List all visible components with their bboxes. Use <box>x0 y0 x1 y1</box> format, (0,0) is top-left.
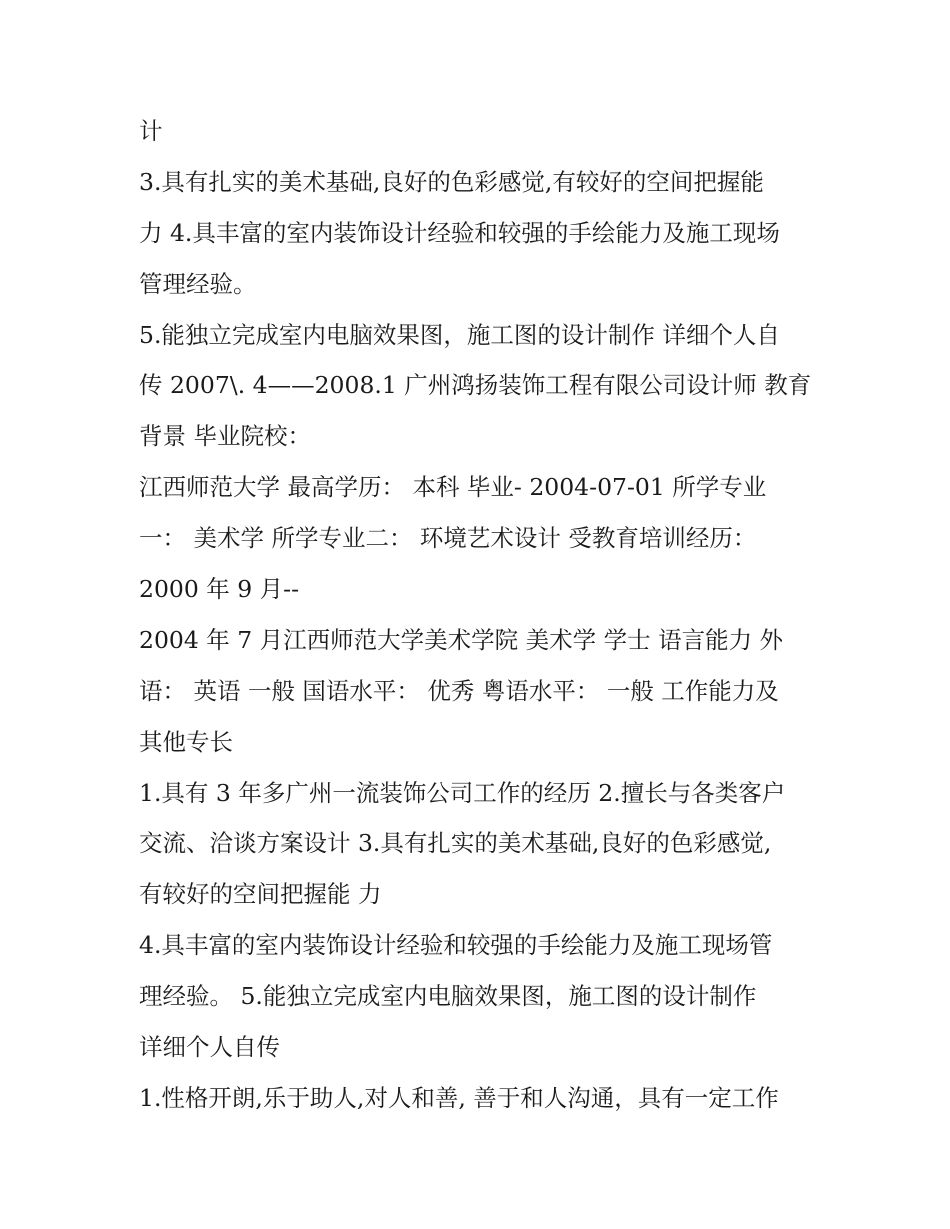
document-body <box>139 106 829 1124</box>
text-line: 有较好的空间把握能 力 <box>139 880 382 909</box>
text-line: 3.具有扎实的美术基础,良好的色彩感觉,有较好的空间把握能 <box>139 167 764 196</box>
text-line: 其他专长 <box>139 727 233 756</box>
text-line: 4.具丰富的室内装饰设计经验和较强的手绘能力及施工现场管 <box>139 931 773 960</box>
text-line: 语： 英语 一般 国语水平： 优秀 粤语水平： 一般 工作能力及 <box>139 676 779 705</box>
text-line: 计 <box>139 117 163 145</box>
text-line: 管理经验。 <box>139 269 257 298</box>
text-line: 2000 年 9 月-- <box>139 575 300 604</box>
text-line: 背景 毕业院校： <box>139 422 311 451</box>
text-line: 1.性格开朗,乐于助人,对人和善, 善于和人沟通，具有一定工作 <box>139 1083 779 1112</box>
text-line: 江西师范大学 最高学历： 本科 毕业- 2004-07-01 所学专业 <box>139 473 767 502</box>
text-line: 力 4.具丰富的室内装饰设计经验和较强的手绘能力及施工现场 <box>139 218 780 247</box>
text-line: 一： 美术学 所学专业二： 环境艺术设计 受教育培训经历： <box>139 524 757 553</box>
text-line: 交流、洽谈方案设计 3.具有扎实的美术基础,良好的色彩感觉, <box>139 829 772 858</box>
text-line: 5.能独立完成室内电脑效果图，施工图的设计制作 详细个人自 <box>139 320 780 349</box>
text-line: 传 2007\. 4——2008.1 广州鸿扬装饰工程有限公司设计师 教育 <box>139 371 812 400</box>
text-line: 2004 年 7 月江西师范大学美术学院 美术学 学士 语言能力 外 <box>139 625 784 654</box>
text-line: 理经验。 5.能独立完成室内电脑效果图，施工图的设计制作 <box>139 982 757 1011</box>
text-line: 详细个人自传 <box>139 1033 280 1062</box>
text-line: 1.具有 3 年多广州一流装饰公司工作的经历 2.擅长与各类客户 <box>139 778 786 807</box>
